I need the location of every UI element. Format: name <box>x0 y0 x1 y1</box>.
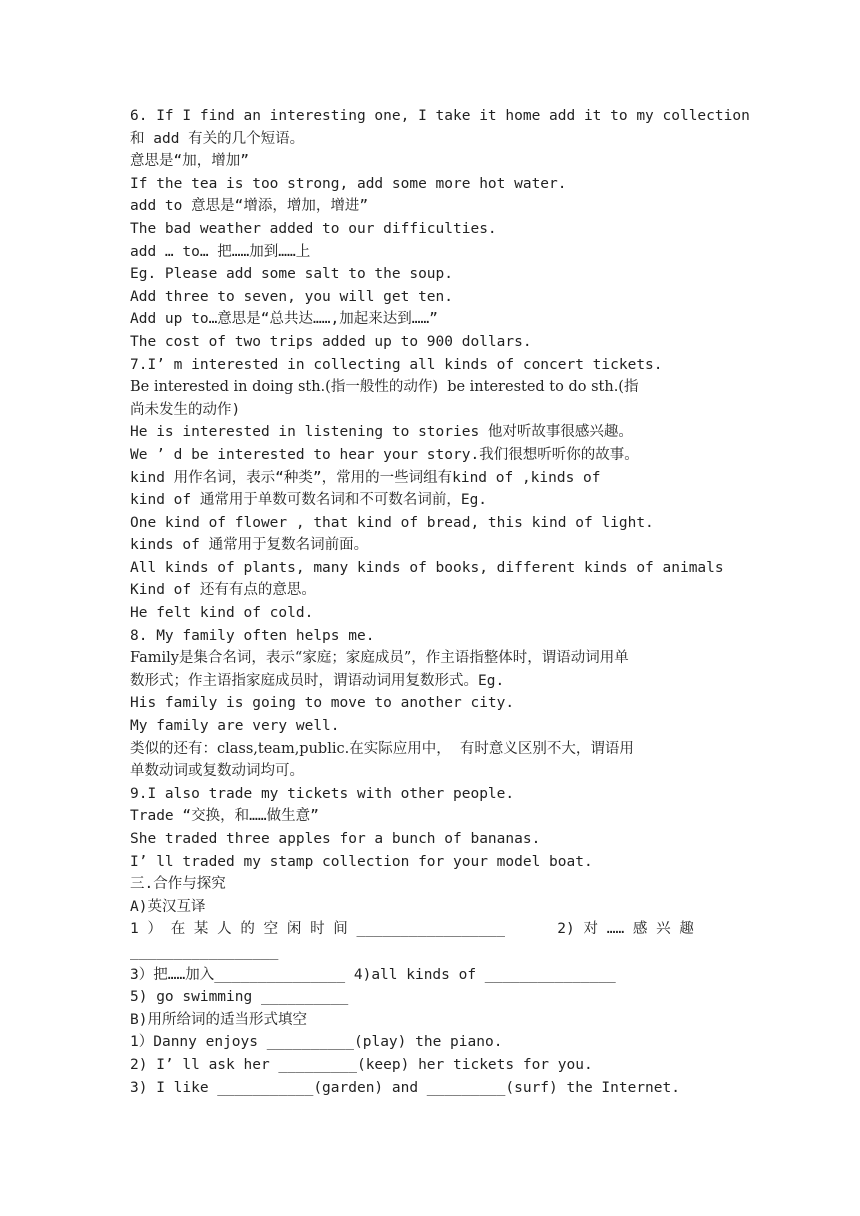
section-heading-9: 9.I also trade my tickets with other people. <box>130 785 515 802</box>
text-line: 6. If I find an interesting one, I take it home add it to my collection <box>130 108 750 124</box>
section-heading-3: 三.合作与探究 <box>130 876 226 893</box>
exercise-item: 3）把……加入_______________ 4)all kinds of _______________ <box>130 966 616 983</box>
text-line: I’ ll traded my stamp collection for your model boat. <box>130 853 593 870</box>
exercise-item: 1）Danny enjoys __________(play) the piano. <box>130 1034 503 1051</box>
text-line: Trade “交换，和……做生意” <box>130 808 319 825</box>
text-line: He felt kind of cold. <box>130 605 314 622</box>
text-line: 数形式；作主语指家庭成员时，谓语动词用复数形式。Eg. <box>130 672 505 689</box>
text-line: 类似的还有：class,team,public.在实际应用中， 有时意义区别不大，谓语用 <box>130 740 634 757</box>
text-line: Be interested in doing sth.(指一般性的动作) be interested to do sth.(指 <box>130 379 639 396</box>
exercise-item: 2) I’ ll ask her _________(keep) her tickets for you. <box>130 1056 593 1073</box>
text-line: Family是集合名词，表示“家庭；家庭成员”，作主语指整体时，谓语动词用单 <box>130 650 629 667</box>
exercise-heading-b: B)用所给词的适当形式填空 <box>130 1011 307 1028</box>
text-line: We ’ d be interested to hear your story.我们很想听听你的故事。 <box>130 446 639 463</box>
section-heading-7: 7.I’ m interested in collecting all kinds of concert tickets. <box>130 356 663 373</box>
text-line: add to 意思是“增添，增加，增进” <box>130 198 369 215</box>
text-line: 单数动词或复数动词均可。 <box>130 763 304 780</box>
text-line: His family is going to move to another city. <box>130 695 515 712</box>
text-line: kind 用作名词，表示“种类”，常用的一些词组有kind of ,kinds of <box>130 469 601 486</box>
document-page <box>130 105 750 1099</box>
section-heading-8: 8. My family often helps me. <box>130 627 375 644</box>
text-line: kind of 通常用于单数可数名词和不可数名词前，Eg. <box>130 492 488 509</box>
text-line: My family are very well. <box>130 718 340 735</box>
text-line: add … to… 把……加到……上 <box>130 243 311 260</box>
exercise-heading-a: A)英汉互译 <box>130 898 206 915</box>
text-line: 意思是“加，增加” <box>130 153 249 170</box>
exercise-item: 3) I like ___________(garden) and _________(surf) the Internet. <box>130 1079 680 1096</box>
text-line: Add three to seven, you will get ten. <box>130 288 454 305</box>
text-line: She traded three apples for a bunch of bananas. <box>130 831 541 847</box>
text-line: The cost of two trips added up to 900 dollars. <box>130 333 532 350</box>
text-line: All kinds of plants, many kinds of books, different kinds of animals <box>130 559 724 576</box>
text-line: If the tea is too strong, add some more hot water. <box>130 175 567 192</box>
text-line: Kind of 还有有点的意思。 <box>130 582 316 599</box>
text-line: 和 add 有关的几个短语。 <box>130 130 305 147</box>
text-line: The bad weather added to our difficulties. <box>130 220 497 237</box>
exercise-item: 5) go swimming __________ <box>130 989 349 1006</box>
text-line: Add up to…意思是“总共达……,加起来达到……” <box>130 311 438 328</box>
answer-blank: _________________ <box>130 943 279 960</box>
text-line: One kind of flower , that kind of bread, this kind of light. <box>130 514 654 531</box>
text-line: 尚未发生的动作) <box>130 401 241 418</box>
text-line: He is interested in listening to stories 他对听故事很感兴趣。 <box>130 424 633 441</box>
exercise-item: 1 ） 在 某 人 的 空 闲 时 间 _________________ 2) 对 …… 感 兴 趣 <box>130 921 694 938</box>
text-line: kinds of 通常用于复数名词前面。 <box>130 537 369 554</box>
text-line: Eg. Please add some salt to the soup. <box>130 266 454 283</box>
